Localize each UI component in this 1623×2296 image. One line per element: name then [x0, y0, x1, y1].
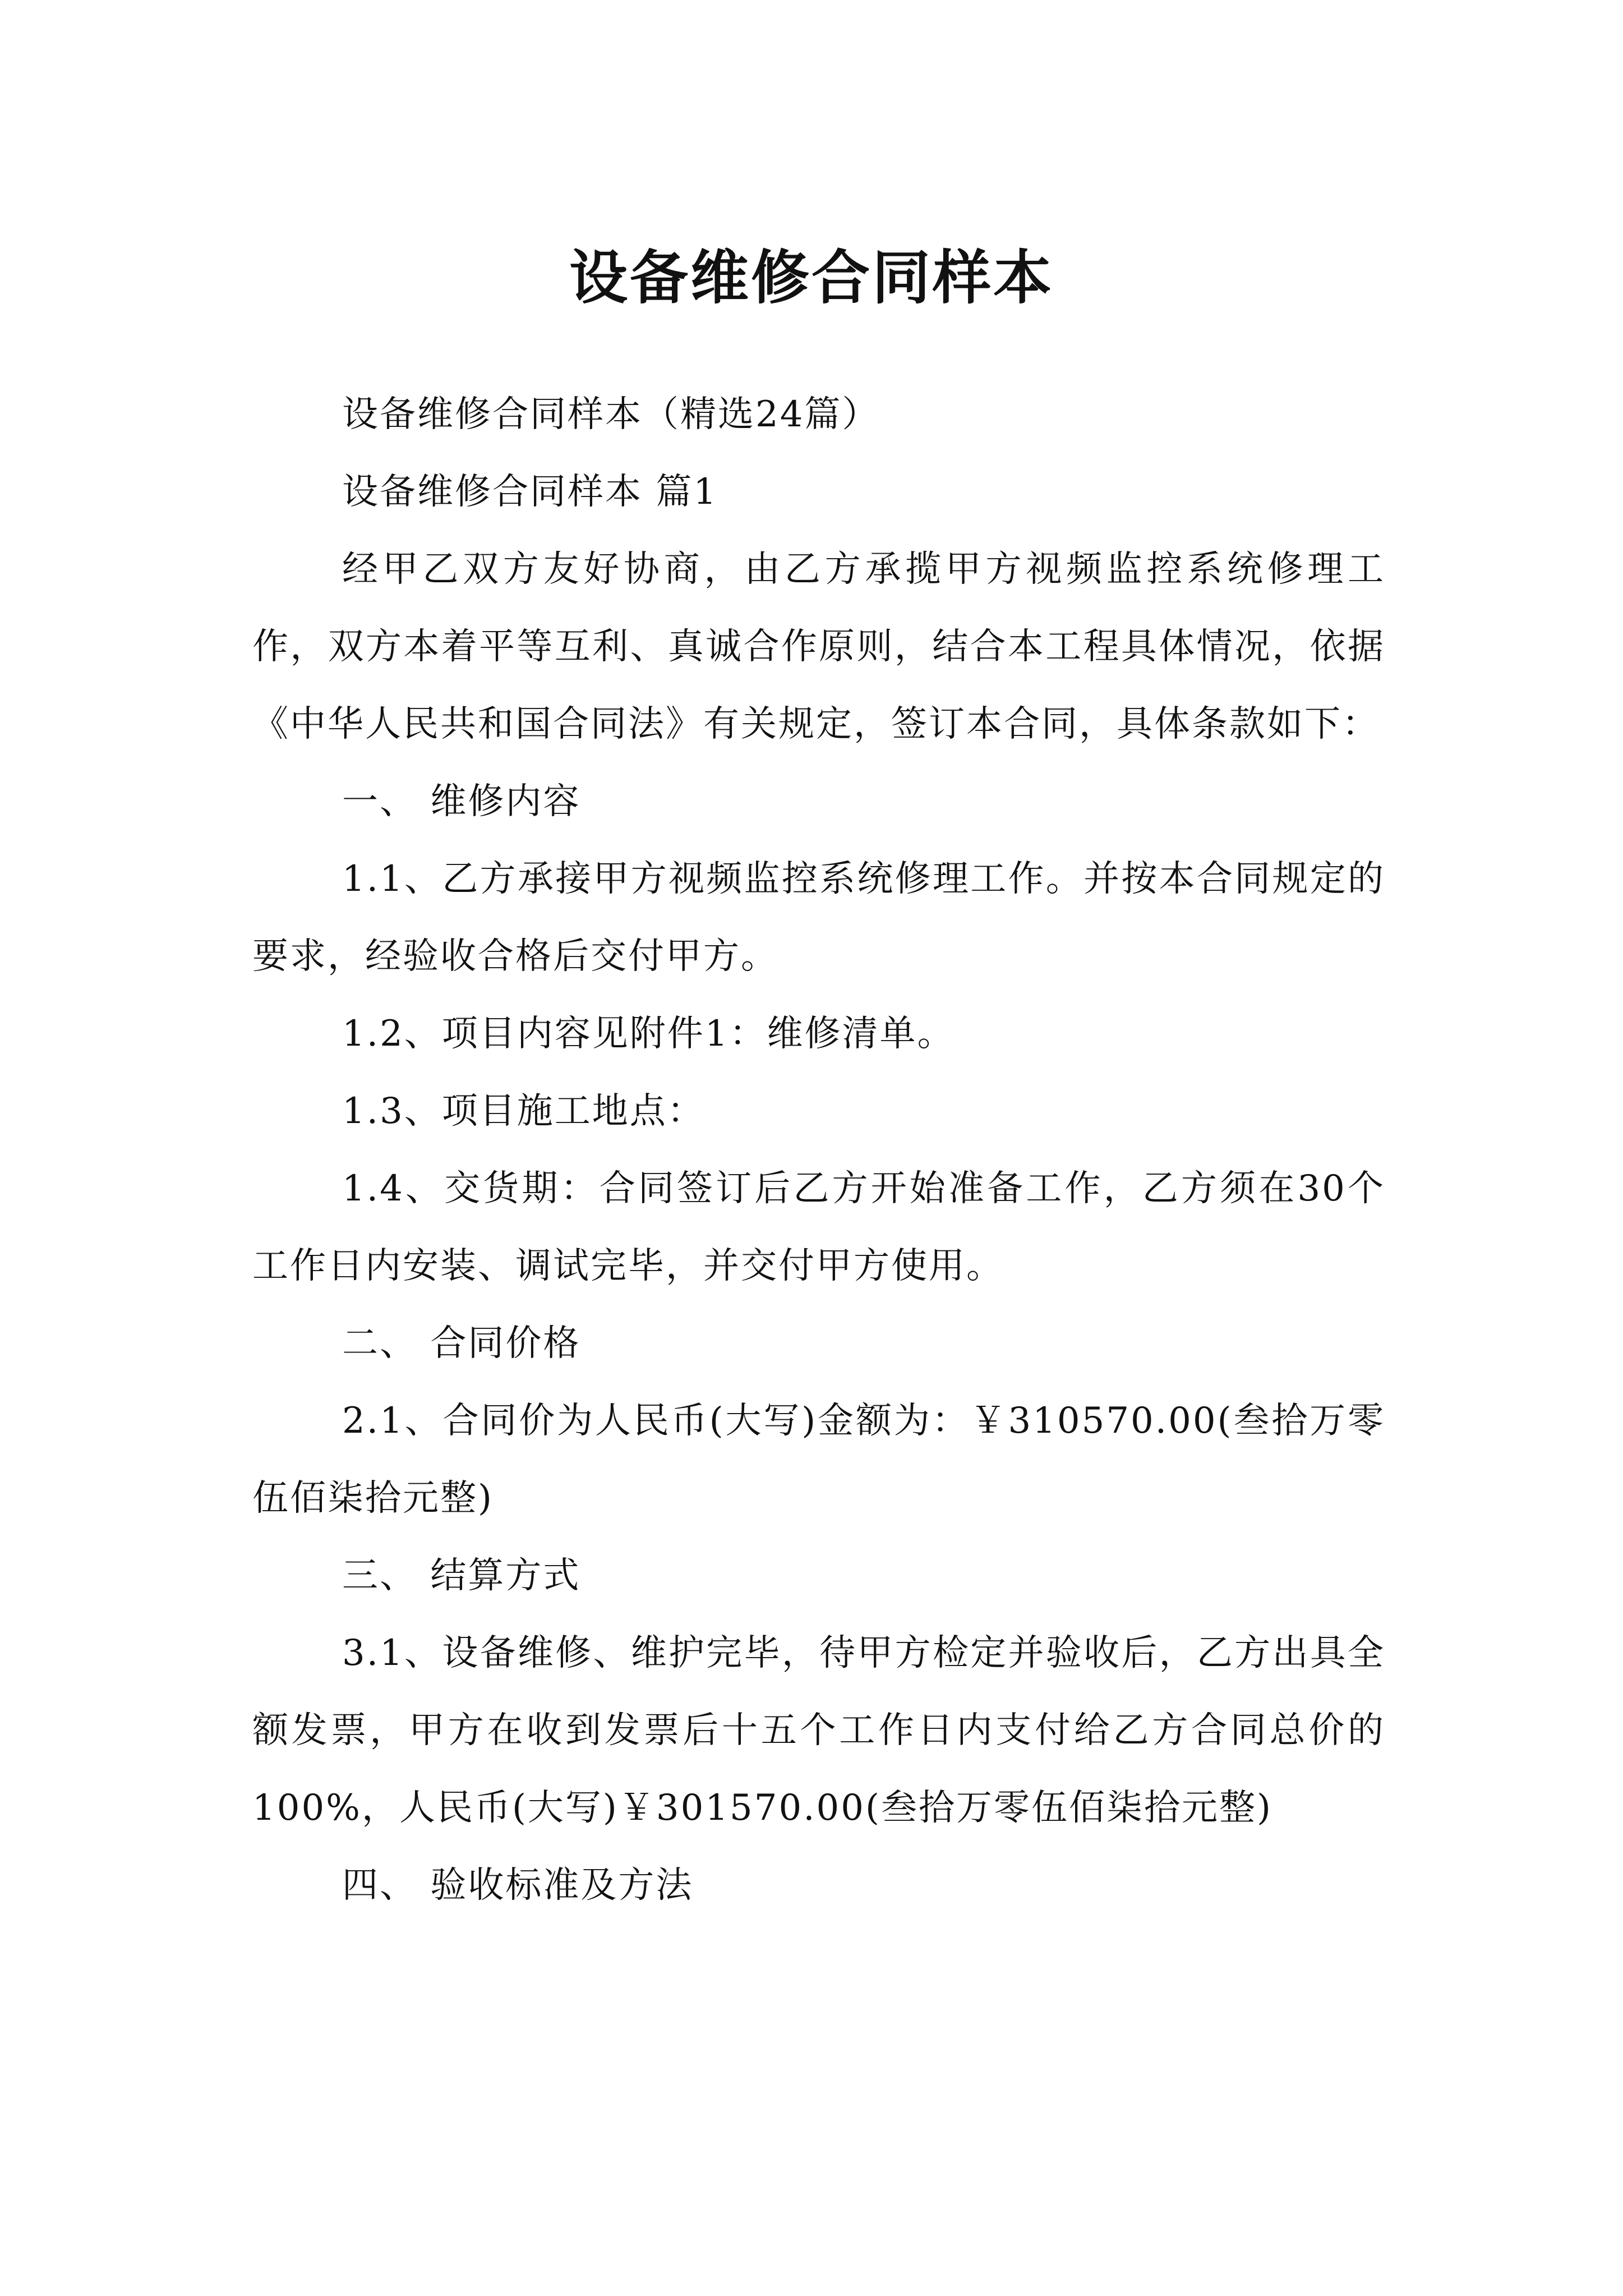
section-heading-acceptance: 四、 验收标准及方法 [342, 1865, 694, 1906]
clause-2-1: 2.1、合同价为人民币(大写)金额为：￥310570.00(叁拾万零伍佰柒拾元整) [252, 1400, 1385, 1519]
clause-3-1: 3.1、设备维修、维护完毕，待甲方检定并验收后，乙方出具全额发票，甲方在收到发票后十五个工作日内支付给乙方合同总价的100%，人民币(大写)￥301570.00(叁拾万零伍佰柒拾元整) [252, 1632, 1385, 1829]
clause-1-2: 1.2、项目内容见附件1：维修清单。 [342, 1013, 955, 1055]
intro-paragraph: 经甲乙双方友好协商，由乙方承揽甲方视频监控系统修理工作，双方本着平等互利、真诚合作原则，结合本工程具体情况，依据《中华人民共和国合同法》有关规定，签订本合同，具体条款如下： [252, 549, 1385, 745]
clause-1-4: 1.4、交货期：合同签订后乙方开始准备工作，乙方须在30个工作日内安装、调试完毕，并交付甲方使用。 [252, 1168, 1385, 1287]
clause-1-3: 1.3、项目施工地点： [342, 1091, 705, 1132]
section-heading-repair-content: 一、 维修内容 [342, 781, 581, 822]
section-heading-settlement: 三、 结算方式 [342, 1555, 581, 1596]
section-heading-article-1: 设备维修合同样本 篇1 [342, 471, 718, 513]
clause-1-1: 1.1、乙方承接甲方视频监控系统修理工作。并按本合同规定的要求，经验收合格后交付甲方。 [252, 858, 1385, 977]
document-title: 设备维修合同样本 [569, 243, 1054, 312]
document-body [252, 376, 1385, 1924]
document-subtitle: 设备维修合同样本（精选24篇） [342, 394, 880, 435]
section-heading-contract-price: 二、 合同价格 [342, 1323, 581, 1364]
